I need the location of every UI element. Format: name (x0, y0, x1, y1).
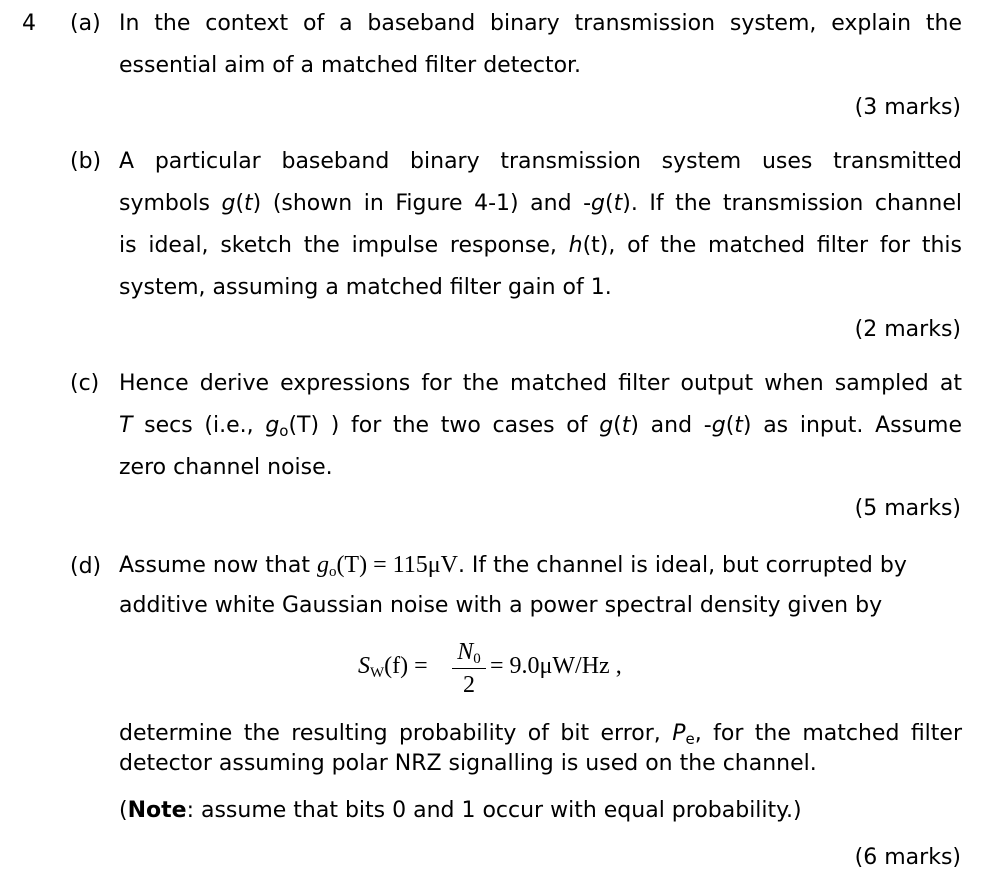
part-c-line-1: Hence derive expressions for the matched filter output when sampled at (119, 371, 962, 396)
part-c-label: (c) (70, 371, 100, 396)
part-c-line-2: T secs (i.e., $g_o(T)$ ) for the two cases of g(t) and -g(t) as input. Assume (119, 413, 962, 440)
part-d-note: (Note: assume that bits 0 and 1 occur with equal probability.) (119, 798, 802, 823)
question-number: 4 (22, 11, 36, 36)
part-d-label: (d) (70, 554, 102, 579)
part-d-line-4: determine the resulting probability of bit error, $P_e$, for the matched filter (119, 721, 963, 748)
part-b-line-4: system, assuming a matched filter gain of 1. (119, 275, 612, 300)
part-a-line-2: essential aim of a matched filter detector. (119, 53, 582, 78)
part-a-line-1: In the context of a baseband binary transmission system, explain the (119, 11, 962, 36)
part-b-marks: (2 marks) (854, 317, 961, 342)
go-equation: $g_o(T) = 115\mu V$ (316, 552, 458, 580)
part-b-line-2: symbols g(t) (shown in Figure 4-1) and -g(t). If the transmission channel (119, 191, 962, 216)
part-a-marks: (3 marks) (854, 95, 961, 120)
psd-fraction: $N_0$ 2 (454, 636, 484, 701)
part-d-line-2: additive white Gaussian noise with a power spectral density given by (119, 593, 883, 618)
part-b-label: (b) (70, 149, 102, 174)
part-c-line-3: zero channel noise. (119, 455, 333, 480)
part-d-line-1: Assume now that $g_o(T) = 115\mu V$. If the channel is ideal, but corrupted by (119, 552, 907, 580)
part-a-label: (a) (70, 11, 101, 36)
part-c-marks: (5 marks) (854, 496, 961, 521)
part-b-line-1: A particular baseband binary transmission system uses transmitted (119, 149, 962, 174)
psd-equation: $S_W(f)$ = $N_0$ 2 = 9.0μW/Hz , (358, 636, 678, 706)
part-d-line-5: detector assuming polar NRZ signalling is used on the channel. (119, 751, 817, 776)
part-b-line-3: is ideal, sketch the impulse response, h(t), of the matched filter for this (119, 233, 962, 258)
part-d-marks: (6 marks) (854, 845, 961, 870)
